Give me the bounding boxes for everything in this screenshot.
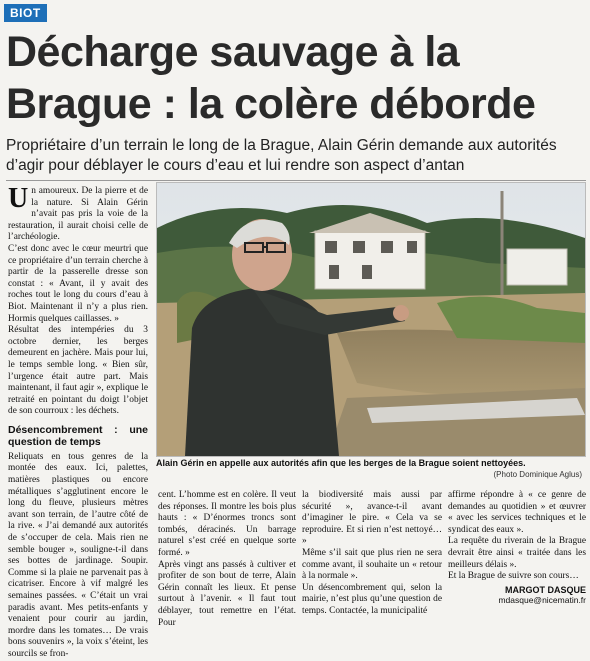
paragraph: Résultat des intempéries du 3 octobre dernier, les berges demeurent en jachère. Mais pour lui, le temps semble long. « Bien sûr, l’urgence était autre part. Mais maintenant, il faut agir », explique le retraité en pointant du doigt l’objet de son courroux : les déchets. xyxy=(8,325,148,417)
article-column-1 xyxy=(8,183,148,661)
article-photo xyxy=(156,182,586,457)
article-column-4 xyxy=(448,490,586,605)
drop-cap: U xyxy=(8,183,29,214)
paragraph: Un désencombrement qui, selon la mairie, n’est plus qu’une question de temps. Contactée, la municipalité xyxy=(302,582,442,616)
paragraph: affirme répondre à « ce genre de demandes au quotidien » et œuvrer « avec les services techniques et le syndicat des eaux ». xyxy=(448,490,586,535)
photo-caption: Alain Gérin en appelle aux autorités afin que les berges de la Brague soient nettoyées. xyxy=(156,458,526,468)
photo-credit: (Photo Dominique Aglus) xyxy=(493,470,582,479)
author-email: mdasque@nicematin.fr xyxy=(498,594,586,605)
headline: Décharge sauvage à la Brague : la colère déborde xyxy=(6,28,536,128)
paragraph: Et la Brague de suivre son cours… xyxy=(448,571,579,582)
author-signature: MARGOT DASQUE xyxy=(505,584,586,595)
paragraph: n amoureux. De la pierre et de la nature. Si Alain Gérin n’avait pas pris la voie de la restauration, il aurait choisi celle de l’archéologie. xyxy=(8,186,148,243)
deck: Propriétaire d’un terrain le long de la Brague, Alain Gérin demande aux autorités d’agir pour déblayer le cours d’eau et lui rendre son aspect d’antan xyxy=(6,137,557,174)
paragraph: Même s’il sait que plus rien ne sera comme avant, il souhaite un « retour à la normale ». xyxy=(302,547,442,582)
article-column-3 xyxy=(302,490,442,618)
paragraph: La requête du riverain de la Brague devrait être ainsi « traitée dans les meilleurs délais ». xyxy=(448,536,586,570)
photo-illustration xyxy=(157,183,585,456)
article-column-2 xyxy=(158,490,296,629)
paragraph: cent. L’homme est en colère. Il veut des réponses. Il montre les bois plus hauts : « D’énormes troncs sont tombés, déracinés. Un barrage naturel s’est créé en quelque sorte formé. » xyxy=(158,490,296,558)
paragraph: la biodiversité mais aussi par sécurité », avance-t-il avant d’imaginer le pire. « Cela va se reproduire. Et si rien n’est nettoyé… » xyxy=(302,490,442,547)
paragraph: Après vingt ans passés à cultiver et profiter de son bout de terre, Alain Gérin connaît les lieux. Et pense surtout à l’avenir. « Il faut tout déblayer, tout remettre en l’état. Pour xyxy=(158,559,296,628)
subheading: Désencombrement : une question de temps xyxy=(8,423,148,448)
section-tag: BIOT xyxy=(4,4,47,22)
paragraph: C’est donc avec le cœur meurtri que ce propriétaire d’un terrain cherche à partir de la passerelle dresse son constat : « Avant, il y avait des roches tout le long du cours d’eau à Biot. Maintenant il n’y a plus rien. Hormis quelques caillasses. » xyxy=(8,243,148,324)
divider xyxy=(6,180,586,181)
paragraph: Reliquats en tous genres de la montée des eaux. Ici, palettes, matières plastiques ou encore métalliques s’agglutinent encore le long du fleuve, plusieurs mètres avant son terrain, de l’autre côté de la rive. « J’ai demandé aux autorités de s’occuper de cela. Mais rien ne semble bouger », souligne-t-il dans ses bottes de jardinage. Soupir. Comme si la plaie ne parvenait pas à cicatriser. Encore à vif malgré les semaines passées. « C’était un vrai paradis avant. Mes petits-enfants y venaient pour courir au jardin, mordre dans les tomates… De vrais bons souvenirs », la voix s’éteint, les sourcils se fron- xyxy=(8,451,148,659)
